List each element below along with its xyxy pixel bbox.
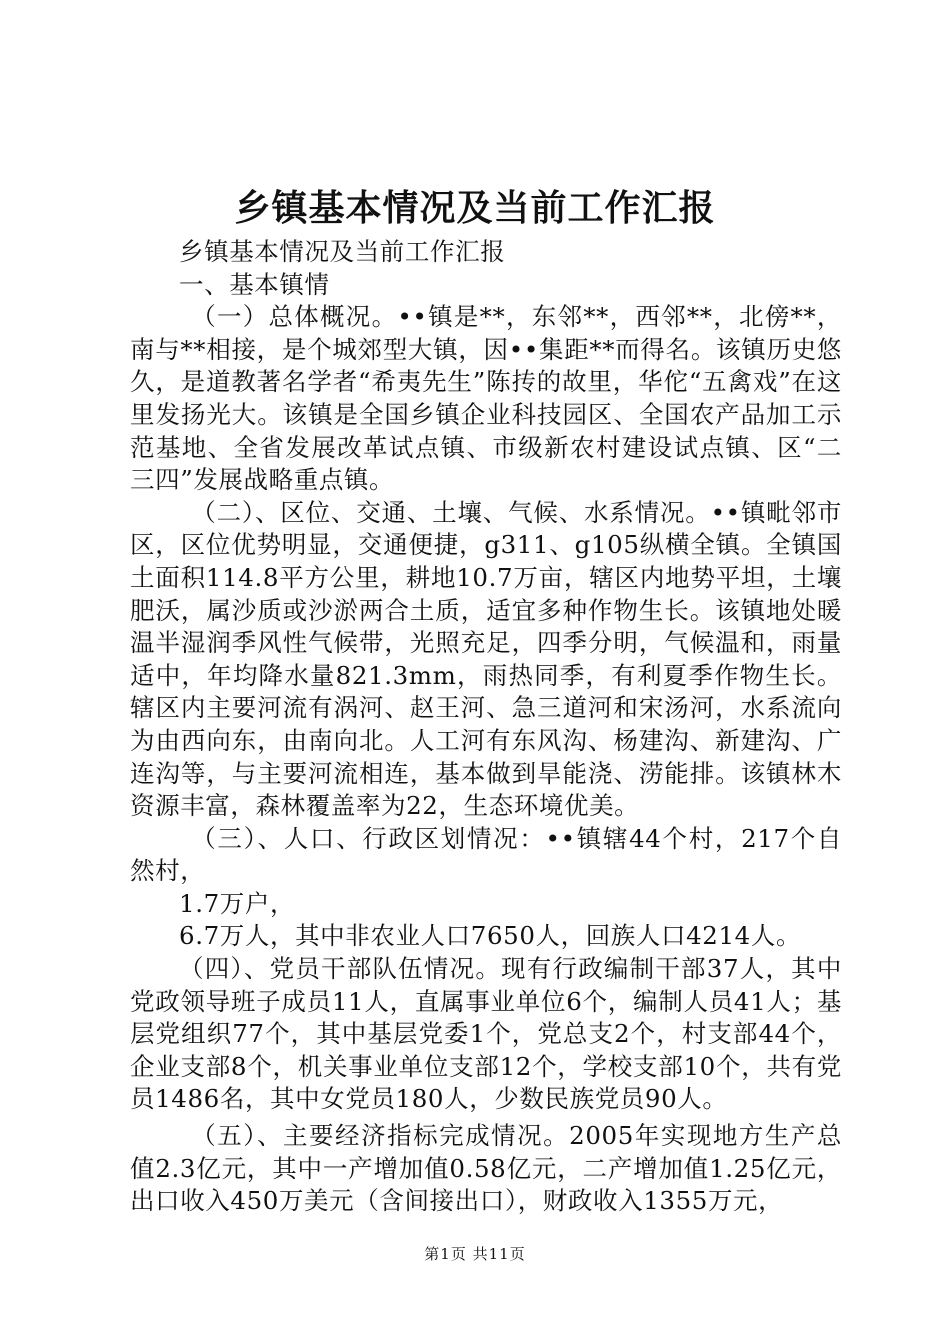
paragraph-cadres: （四）、党员干部队伍情况。现有行政编制干部37人，其中党政领导班子成员11人，直属事业单位6个，编制人员41人；基层党组织77个，其中基层党委1个，党总支2个，村支部44个，企业支部8个，机关事业单位支部12个，学校支部10个，共有党员1486名，其中女党员180人，少数民族党员90人。 <box>130 954 842 1114</box>
paragraph-people: 6.7万人，其中非农业人口7650人，回族人口4214人。 <box>179 921 802 951</box>
paragraph-population: （三）、人口、行政区划情况：••镇辖44个村，217个自然村， <box>130 823 842 886</box>
section-heading: 一、基本镇情 <box>179 269 330 299</box>
document-title: 乡镇基本情况及当前工作汇报 <box>234 187 716 229</box>
paragraph-overview: （一）总体概况。••镇是**，东邻**，西邻**，北傍**，南与**相接，是个城郊型大镇，因••集距**而得名。该镇历史悠久，是道教著名学者“希夷先生”陈抟的故里，华佗“五禽戏”在这里发扬光大。该镇是全国乡镇企业科技园区、全国农产品加工示范基地、全省发展改革试点镇、市级新农村建设试点镇、区“二三四”发展战略重点镇。 <box>130 302 842 495</box>
paragraph-households: 1.7万户， <box>179 888 296 918</box>
page-number: 第1页 共11页 <box>424 1245 526 1263</box>
paragraph-location: （二）、区位、交通、土壤、气候、水系情况。••镇毗邻市区，区位优势明显，交通便捷，g311、g105纵横全镇。全镇国土面积114.8平方公里，耕地10.7万亩，辖区内地势平坦，土壤肥沃，属沙质或沙淤两合土质，适宜多种作物生长。该镇地处暖温半湿润季风性气候带，光照充足，四季分明，气候温和，雨量适中，年均降水量821.3mm，雨热同季，有利夏季作物生长。辖区内主要河流有涡河、赵王河、急三道河和宋汤河，水系流向为由西向东，由南向北。人工河有东风沟、杨建沟、新建沟、广连沟等，与主要河流相连，基本做到旱能浇、涝能排。该镇林木资源丰富，森林覆盖率为22，生态环境优美。 <box>130 497 842 821</box>
subtitle-paragraph: 乡镇基本情况及当前工作汇报 <box>179 237 506 266</box>
document-body <box>130 236 842 1218</box>
paragraph-economy: （五）、主要经济指标完成情况。2005年实现地方生产总值2.3亿元，其中一产增加值0.58亿元，二产增加值1.25亿元，出口收入450万美元（含间接出口），财政收入1355万元， <box>130 1121 842 1216</box>
